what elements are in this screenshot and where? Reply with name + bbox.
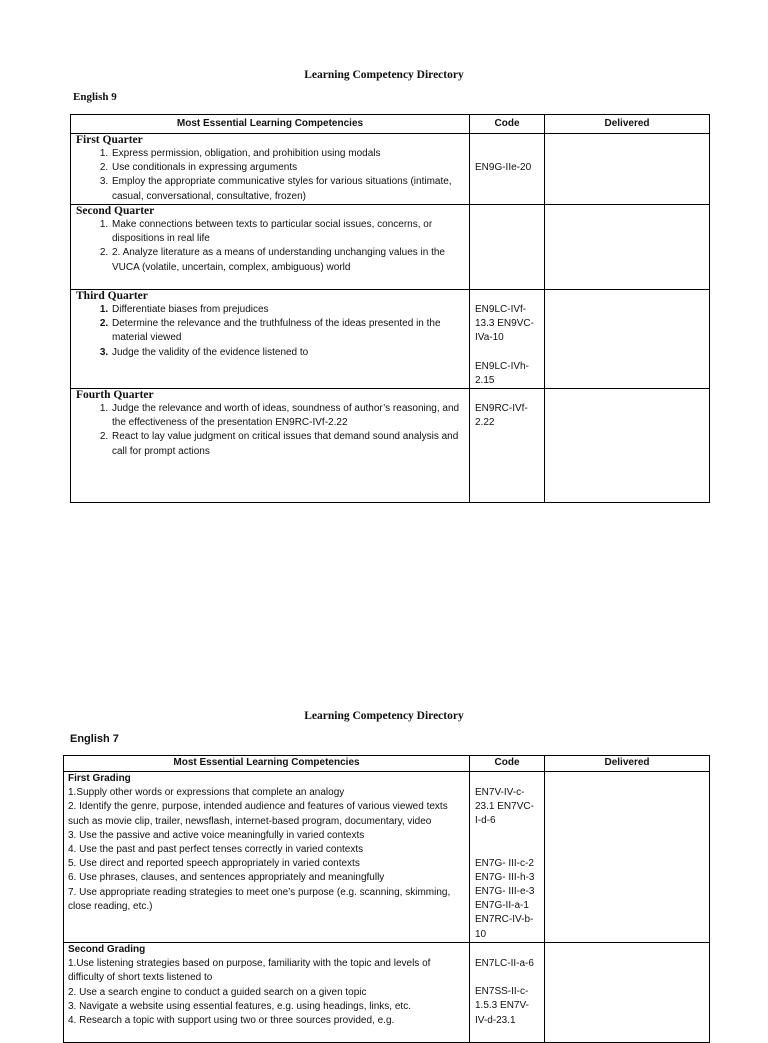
competency-item: 2. Identify the genre, purpose, intended audience and features of various viewed texts such as movie clip, trailer, newsflash, internet-based program, documentary, video bbox=[68, 801, 448, 827]
competency-code: EN9G-IIe-20 bbox=[475, 162, 532, 173]
quarter-row-third bbox=[71, 290, 710, 389]
competency-table-english-9 bbox=[70, 114, 710, 503]
subject-label-english-7: English 7 bbox=[70, 733, 119, 745]
header-code: Code bbox=[470, 115, 545, 134]
competency-item: 3. Judge the validity of the evidence listened to bbox=[111, 346, 465, 360]
quarter-heading: Second Quarter bbox=[76, 205, 155, 217]
competency-item: 1. Make connections between texts to particular social issues, concerns, or dispositions in real life bbox=[111, 218, 465, 246]
competency-item: 1.Supply other words or expressions that complete an analogy bbox=[68, 787, 345, 799]
competency-item: 2. 2. Analyze literature as a means of understanding unchanging values in the VUCA (volatile, uncertain, complex, ambiguous) world bbox=[111, 246, 465, 274]
competency-code: EN7V-IV-c-23.1 EN7VC-I-d-6 bbox=[475, 787, 534, 827]
delivered-cell bbox=[545, 772, 710, 943]
delivered-cell bbox=[545, 389, 710, 503]
competency-item: 6. Use phrases, clauses, and sentences appropriately and meaningfully bbox=[68, 872, 385, 884]
delivered-cell bbox=[545, 943, 710, 1043]
header-competencies: Most Essential Learning Competencies bbox=[71, 115, 470, 134]
competency-item: 5. Use direct and reported speech appropriately in varied contexts bbox=[68, 858, 360, 870]
page-title-english-7: Learning Competency Directory bbox=[304, 710, 464, 722]
table-header-row bbox=[71, 115, 710, 134]
competency-table-english-7 bbox=[63, 755, 710, 1043]
competency-item: 2. Determine the relevance and the truthfulness of the ideas presented in the material viewed bbox=[111, 317, 465, 345]
table-header-row bbox=[64, 756, 710, 772]
competency-item: 1. Judge the relevance and worth of ideas, soundness of author’s reasoning, and the effectiveness of the presentation EN9RC-IVf-2.22 bbox=[111, 402, 465, 430]
header-delivered: Delivered bbox=[545, 115, 710, 134]
competency-item: 2. React to lay value judgment on critical issues that demand sound analysis and call for prompt actions bbox=[111, 430, 465, 458]
competency-code: EN7SS-II-c-1.5.3 EN7V-IV-d-23.1 bbox=[475, 986, 529, 1026]
header-competencies: Most Essential Learning Competencies bbox=[64, 756, 470, 772]
header-delivered: Delivered bbox=[545, 756, 710, 772]
header-code: Code bbox=[470, 756, 545, 772]
competency-code: EN9LC-IVh-2.15 bbox=[475, 360, 529, 386]
delivered-cell bbox=[545, 290, 710, 389]
quarter-heading: Fourth Quarter bbox=[76, 389, 154, 402]
page-title-english-9: Learning Competency Directory bbox=[304, 69, 464, 81]
delivered-cell bbox=[545, 205, 710, 290]
quarter-row-fourth bbox=[71, 389, 710, 503]
competency-code: EN7G- III-c-2 EN7G- III-h-3 EN7G- III-e-3 EN7G-II-a-1 EN7RC-IV-b-10 bbox=[475, 857, 535, 940]
grading-heading: Second Grading bbox=[68, 944, 146, 955]
competency-item: 3. Use the passive and active voice meaningfully in varied contexts bbox=[68, 829, 365, 841]
quarter-heading: First Quarter bbox=[76, 134, 143, 146]
competency-item: 3. Employ the appropriate communicative styles for various situations (intimate, casual, conversational, consultative, frozen) bbox=[111, 175, 465, 203]
quarter-row-second bbox=[71, 205, 710, 290]
competency-code: EN9RC-IVf-2.22 bbox=[475, 403, 528, 429]
competency-item: 1.Use listening strategies based on purpose, familiarity with the topic and levels of difficulty of short texts listened to bbox=[68, 958, 431, 984]
grading-heading: First Grading bbox=[68, 773, 131, 784]
competency-code: EN7LC-II-a-6 bbox=[475, 958, 534, 969]
competency-item: 1. Differentiate biases from prejudices bbox=[111, 303, 465, 317]
competency-item: 4. Use the past and past perfect tenses correctly in varied contexts bbox=[68, 844, 364, 856]
competency-item: 1. Express permission, obligation, and prohibition using modals bbox=[111, 147, 465, 161]
delivered-cell bbox=[545, 134, 710, 205]
quarter-heading: Third Quarter bbox=[76, 290, 148, 302]
competency-code: EN9LC-IVf-13.3 EN9VC-IVa-10 bbox=[475, 304, 534, 344]
subject-label-english-9: English 9 bbox=[73, 91, 117, 103]
quarter-row-first bbox=[71, 134, 710, 205]
competency-item: 4. Research a topic with support using two or three sources provided, e.g. bbox=[68, 1015, 395, 1027]
grading-row-first bbox=[64, 772, 710, 943]
competency-item: 7. Use appropriate reading strategies to meet one’s purpose (e.g. scanning, skimming, close reading, etc.) bbox=[68, 886, 451, 912]
competency-item: 3. Navigate a website using essential features, e.g. using headings, links, etc. bbox=[68, 1000, 411, 1012]
grading-row-second bbox=[64, 943, 710, 1043]
competency-item: 2. Use conditionals in expressing arguments bbox=[111, 161, 465, 175]
competency-item: 2. Use a search engine to conduct a guided search on a given topic bbox=[68, 986, 367, 998]
